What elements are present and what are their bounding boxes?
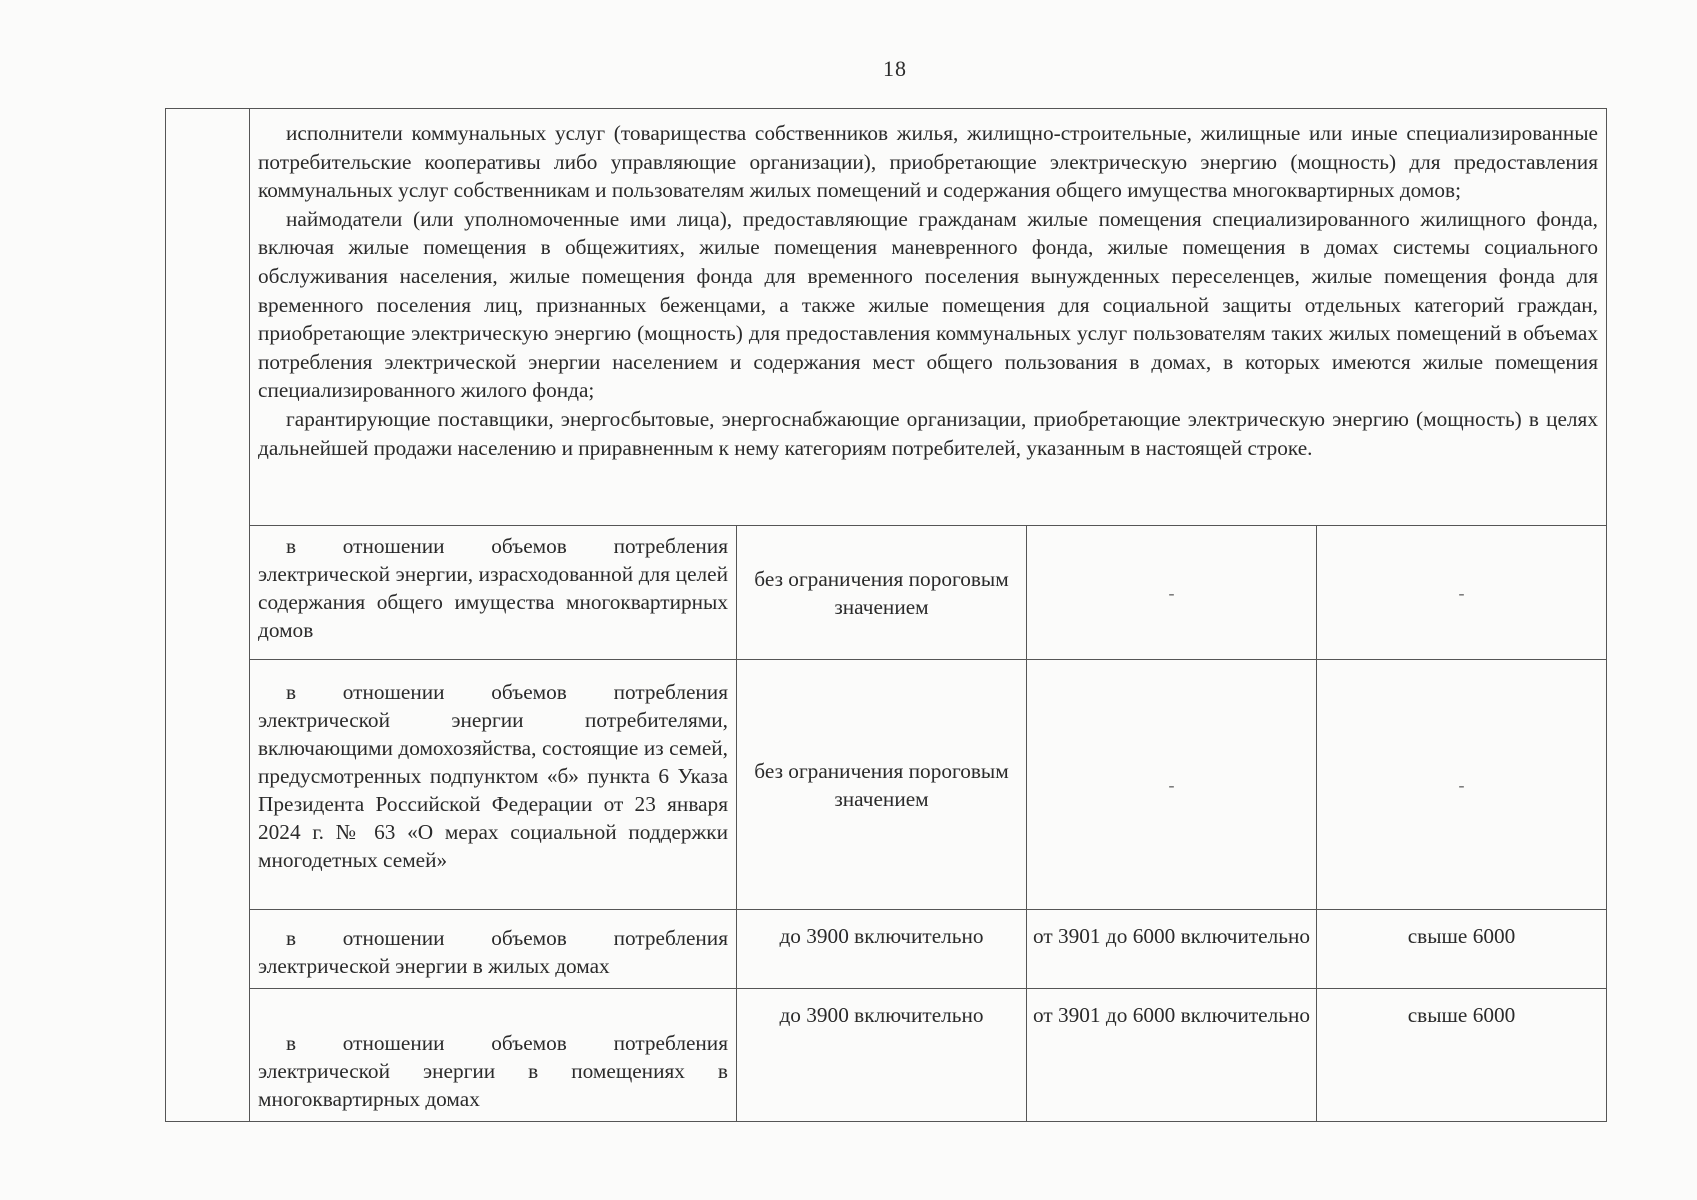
consumer-categories-text	[250, 109, 1606, 526]
range-cell-2	[1027, 660, 1317, 909]
range-cell-1	[737, 660, 1027, 909]
range-value: от 3901 до 6000 включительно	[1032, 924, 1311, 948]
table-row-common-property	[250, 526, 1606, 660]
range-value: -	[1458, 774, 1465, 795]
row-description: в отношении объемов потребления электрической энергии потребителями, включающими домохозяйства, состоящие из семей, предусмотренных подпунктом «б» пункта 6 Указа Президента Российской Федерации от 23 января 2024 г. № 63 «О мерах социальной поддержки многодетных семей»	[250, 660, 737, 909]
range-cell-1	[737, 526, 1027, 659]
row-description: в отношении объемов потребления электрической энергии, израсходованной для целей содержания общего имущества многоквартирных домов	[250, 526, 737, 659]
range-value: без ограничения пороговым значением	[754, 758, 1009, 811]
paragraph-suppliers: гарантирующие поставщики, энергосбытовые, энергоснабжающие организации, приобретающие электрическую энергию (мощность) в целях дальнейшей продажи населению и приравненным к нему категориям потребителей, указанным в настоящей строке.	[258, 406, 1598, 460]
page-number: 18	[883, 56, 907, 81]
paragraph-landlords: наймодатели (или уполномоченные ими лица), предоставляющие гражданам жилые помещения специализированного жилищного фонда, включая жилые помещения в общежитиях, жилые помещения маневренного фонда, жилые помещения в домах системы социального обслуживания населения, жилые помещения фонда для временного поселения вынужденных переселенцев, жилые помещения фонда для временного поселения лиц, признанных беженцами, а также жилые помещения для социальной защиты отдельных категорий граждан, приобретающие электрическую энергию (мощность) для предоставления коммунальных услуг пользователям таких жилых помещений в объемах потребления электрической энергии населением и содержания мест общего пользования в домах, в которых имеются жилые помещения специализированного жилого фонда;	[258, 206, 1598, 403]
range-value: от 3901 до 6000 включительно	[1032, 1003, 1311, 1027]
table-left-column	[166, 109, 250, 1121]
range-value: без ограничения пороговым значением	[754, 566, 1009, 619]
table-row-houses	[250, 910, 1606, 989]
table-row-apartments	[250, 989, 1606, 1121]
range-cell-3	[1317, 660, 1606, 909]
tariff-table	[165, 108, 1607, 1122]
range-value: -	[1458, 582, 1465, 603]
range-cell-1	[737, 989, 1027, 1121]
range-cell-2	[1027, 910, 1317, 988]
range-cell-3	[1317, 526, 1606, 659]
range-value: -	[1168, 774, 1175, 795]
range-cell-2	[1027, 526, 1317, 659]
table-row-large-families	[250, 660, 1606, 910]
range-value: до 3900 включительно	[779, 924, 984, 948]
row-description: в отношении объемов потребления электрической энергии в жилых домах	[250, 910, 737, 988]
range-value: свыше 6000	[1407, 1003, 1516, 1027]
range-cell-1	[737, 910, 1027, 988]
row-description: в отношении объемов потребления электрической энергии в помещениях в многоквартирных домах	[250, 989, 737, 1121]
paragraph-utility-providers: исполнители коммунальных услуг (товарищества собственников жилья, жилищно-строительные, жилищные или иные специализированные потребительские кооперативы либо управляющие организации), приобретающие электрическую энергию (мощность) для предоставления коммунальных услуг собственникам и пользователям жилых помещений и содержания общего имущества многоквартирных домов;	[258, 121, 1598, 203]
range-cell-3	[1317, 910, 1606, 988]
range-cell-3	[1317, 989, 1606, 1121]
range-cell-2	[1027, 989, 1317, 1121]
range-value: -	[1168, 582, 1175, 603]
range-value: до 3900 включительно	[779, 1003, 984, 1027]
range-value: свыше 6000	[1407, 924, 1516, 948]
